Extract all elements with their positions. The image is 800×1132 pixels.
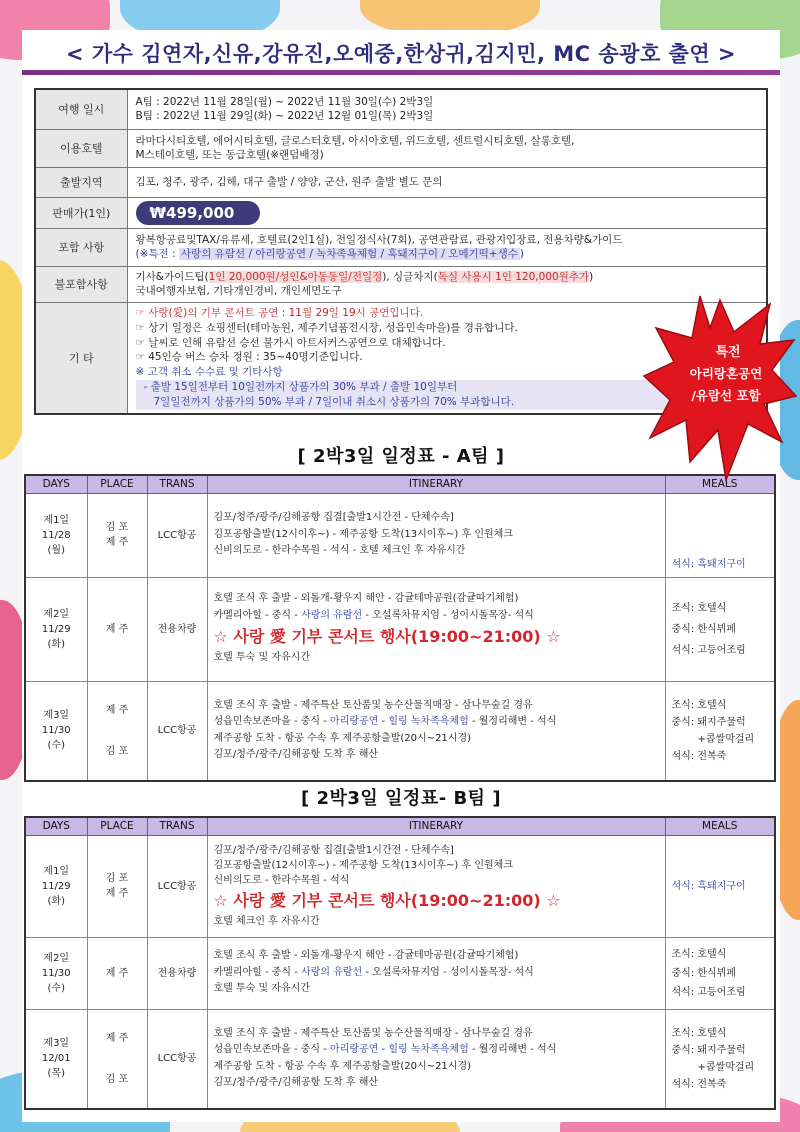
- meals-cell: 조식: 호텔식 중식: 돼지주물럭 +콥쌀막걸리 석식: 전복죽: [665, 1009, 775, 1109]
- col-meals: MEALS: [665, 475, 775, 493]
- info-label: 출발지역: [35, 167, 127, 197]
- place-cell: 제 주 김 포: [87, 681, 147, 781]
- meals-cell: 조식: 호텔식 중식: 돼지주물럭 +콥쌀막걸리 석식: 전복죽: [665, 681, 775, 781]
- place-cell: 김 포 제 주: [87, 835, 147, 937]
- col-days: DAYS: [25, 817, 87, 835]
- schedule-b-table: [24, 816, 776, 1110]
- trans-cell: LCC항공: [147, 681, 207, 781]
- burst-line-3: /유람선 포함: [691, 388, 761, 403]
- schedule-row: [25, 681, 775, 781]
- departure-text: 김포, 청주, 광주, 김해, 대구 출발 / 양양, 군산, 원주 출발 별도 문의: [127, 167, 767, 197]
- concert-highlight: ☆ 사랑 愛 기부 콘서트 행사(19:00~21:00) ☆: [213, 627, 561, 647]
- exclude-guide-tip-amount: 1인 20,000원/성인&아동동일/전일정: [208, 271, 383, 284]
- exclude-single-charge-amount: 독실 사용시 1인 120,000원추가: [437, 271, 590, 284]
- schedule-row: [25, 937, 775, 1009]
- hotel-list-cont: M스테이호텔, 또는 동급호텔(※랜덤배정): [135, 149, 324, 161]
- include-text: 왕복항공료및TAX/유류세, 호텔료(2인1실), 전일정식사(7회), 공연관람료, 관광지입장료, 전용차량&가이드: [135, 234, 623, 247]
- itinerary-cell: 호텔 조식 후 출발 - 외돌개-황우지 해안 - 감귤테마공원(감귤따기체험) 카멜리아힐 - 중식 - 사랑의 유람선 - 오설록차뮤지엄 - 성이시돌목장- 석식 ☆ 사랑 愛 기부 콘서트 행사(19:00~21:00) ☆ 호텔 투숙 및 자유시간: [207, 577, 665, 681]
- info-label: 이용호텔: [35, 129, 127, 167]
- schedule-row: [25, 493, 775, 577]
- note-shopping: ☞ 상기 일정은 쇼핑센터(테마농원, 제주기념품전시장, 성읍민속마을)를 경유합니다.: [135, 321, 518, 334]
- exclude-close-paren: ): [589, 271, 594, 284]
- note-cancel-2: 7일일전까지 상품가의 50% 부과 / 7일이내 취소시 상품가의 70% 부과합니다.: [136, 395, 759, 410]
- exclude-guide-tip: 기사&가이드팁(: [135, 271, 209, 284]
- note-weather: ☞ 날씨로 인해 유람선 승선 불가시 아트서커스공연으로 대체합니다.: [135, 336, 446, 349]
- col-place: PLACE: [87, 817, 147, 835]
- itinerary-cell: 호텔 조식 후 출발 - 제주특산 토산품및 농수산물직매장 - 삼나무숲길 경유 성읍민속보존마을 - 중식 - 아리랑공연 - 힐링 녹차족욕체험 - 월정리해변 - 석식 제주공항 도착 - 항공 수속 후 제주공항출발(20시~21시경) 김포/청주/광주/김해공항 도착 후 해산: [207, 1009, 665, 1109]
- hotel-list: 라마다시티호텔, 에어시티호텔, 글로스터호텔, 아시아호텔, 위드호텔, 센트럴시티호텔, 살롱호텔,: [135, 134, 575, 147]
- date-team-b: B팀 : 2022년 11월 29일(화) ~ 2022년 12월 01일(목) 2박3일: [135, 110, 434, 123]
- day-cell: 제3일 12/01 (목): [25, 1009, 87, 1109]
- meals-cell: 석식: 흑돼지구이: [665, 493, 775, 577]
- schedule-a-table: [24, 474, 776, 782]
- col-trans: TRANS: [147, 817, 207, 835]
- trans-cell: LCC항공: [147, 1009, 207, 1109]
- schedule-row: [25, 835, 775, 937]
- col-days: DAYS: [25, 475, 87, 493]
- day-cell: 제1일 11/29 (화): [25, 835, 87, 937]
- col-trans: TRANS: [147, 475, 207, 493]
- include-benefit-suffix: ): [519, 248, 525, 261]
- special-offer-burst: [642, 292, 797, 482]
- col-itinerary: ITINERARY: [207, 475, 665, 493]
- info-label: 판매가(1인): [35, 197, 127, 228]
- place-cell: 제 주 김 포: [87, 1009, 147, 1109]
- burst-line-2: 아리랑혼공연: [689, 366, 763, 381]
- info-label: 기 타: [35, 302, 127, 414]
- info-row-date: [35, 89, 767, 129]
- meals-cell: 조식: 호텔식 중식: 한식뷔페 석식: 고등어조림: [665, 577, 775, 681]
- itinerary-cell: 호텔 조식 후 출발 - 외돌개-황우지 해안 - 감귤테마공원(감귤따기체험) 카멜리아힐 - 중식 - 사랑의 유람선 - 오설록차뮤지엄 - 성이시돌목장- 석식 호텔 투숙 및 자유시간: [207, 937, 665, 1009]
- info-row-price: [35, 197, 767, 228]
- day-cell: 제2일 11/30 (수): [25, 937, 87, 1009]
- info-label: 포함 사항: [35, 228, 127, 266]
- concert-highlight: ☆ 사랑 愛 기부 콘서트 행사(19:00~21:00) ☆: [213, 891, 561, 911]
- trans-cell: 전용차량: [147, 937, 207, 1009]
- meals-cell: 조식: 호텔식 중식: 한식뷔페 석식: 고등어조림: [665, 937, 775, 1009]
- price-badge: ₩499,000: [136, 201, 261, 225]
- exclude-single-charge: ), 싱글차지(: [382, 271, 438, 284]
- itinerary-cell: 김포/청주/광주/김해공항 집결[출발1시간전 - 단체수속] 김포공항출발(12시이후~) - 제주공항 도착(13시이후~) 후 인원체크 신비의도로 - 한라수목원 - 석식 - 호텔 체크인 후 자유시간: [207, 493, 665, 577]
- page-title: < 가수 김연자,신유,강유진,오예중,한상귀,김지민, MC 송광호 출연 >: [65, 42, 737, 66]
- itinerary-cell: 김포/청주/광주/김해공항 집결[출발1시간전 - 단체수속] 김포공항출발(12시이후~) - 제주공항 도착(13시이후~) 후 인원체크 신비의도로 - 한라수목원 - 석식 ☆ 사랑 愛 기부 콘서트 행사(19:00~21:00) ☆ 호텔 체크인 후 자유시간: [207, 835, 665, 937]
- itinerary-cell: 호텔 조식 후 출발 - 제주특산 토산품및 농수산물직매장 - 삼나무숲길 경유 성읍민속보존마을 - 중식 - 아리랑공연 - 힐링 녹차족욕체험 - 월정리해변 - 석식 제주공항 도착 - 항공 수속 후 제주공항출발(20시~21시경) 김포/청주/광주/김해공항 도착 후 해산: [207, 681, 665, 781]
- note-cancel-title: ※ 고객 취소 수수료 및 기타사항: [135, 366, 283, 379]
- day-cell: 제2일 11/29 (화): [25, 577, 87, 681]
- info-row-hotel: [35, 129, 767, 167]
- trans-cell: 전용차량: [147, 577, 207, 681]
- schedule-row: [25, 577, 775, 681]
- day-cell: 제3일 11/30 (수): [25, 681, 87, 781]
- note-bus: ☞ 45인승 버스 승차 정원 : 35~40명기준입니다.: [135, 351, 363, 364]
- info-row-departure: [35, 167, 767, 197]
- trans-cell: LCC항공: [147, 835, 207, 937]
- schedule-header: [25, 817, 775, 835]
- exclude-other: 국내여행자보험, 기타개인경비, 개인세면도구: [135, 285, 342, 298]
- info-label: 여행 일시: [35, 89, 127, 129]
- meals-cell: 석식: 흑돼지구이: [665, 835, 775, 937]
- include-benefit-prefix: (※특전 :: [135, 248, 179, 261]
- place-cell: 제 주: [87, 577, 147, 681]
- schedule-a-title: [ 2박3일 일정표 - A팀 ]: [297, 446, 505, 467]
- schedule-row: [25, 1009, 775, 1109]
- note-concert: ☞ 사랑(愛)의 기부 콘서트 공연 : 11월 29일 19시 공연입니다.: [135, 306, 424, 319]
- burst-line-1: 특전: [715, 345, 741, 360]
- place-cell: 제 주: [87, 937, 147, 1009]
- include-benefits: 사랑의 유람선 / 아리랑공연 / 녹차족욕체험 / 흑돼지구이 / 오메기떡+생수: [180, 248, 518, 261]
- note-cancel-1: - 출발 15일전부터 10일전까지 상품가의 30% 부과 / 출발 10일부터: [136, 380, 759, 395]
- flyer-page: [22, 30, 780, 1122]
- col-itinerary: ITINERARY: [207, 817, 665, 835]
- day-cell: 제1일 11/28 (월): [25, 493, 87, 577]
- title-underline: [22, 70, 780, 75]
- trans-cell: LCC항공: [147, 493, 207, 577]
- col-place: PLACE: [87, 475, 147, 493]
- col-meals: MEALS: [665, 817, 775, 835]
- date-team-a: A팀 : 2022년 11월 28일(월) ~ 2022년 11월 30일(수) 2박3일: [135, 96, 434, 109]
- schedule-b-title: [ 2박3일 일정표- B팀 ]: [300, 788, 502, 809]
- info-row-include: [35, 228, 767, 266]
- info-label: 불포함사항: [35, 266, 127, 302]
- place-cell: 김 포 제 주: [87, 493, 147, 577]
